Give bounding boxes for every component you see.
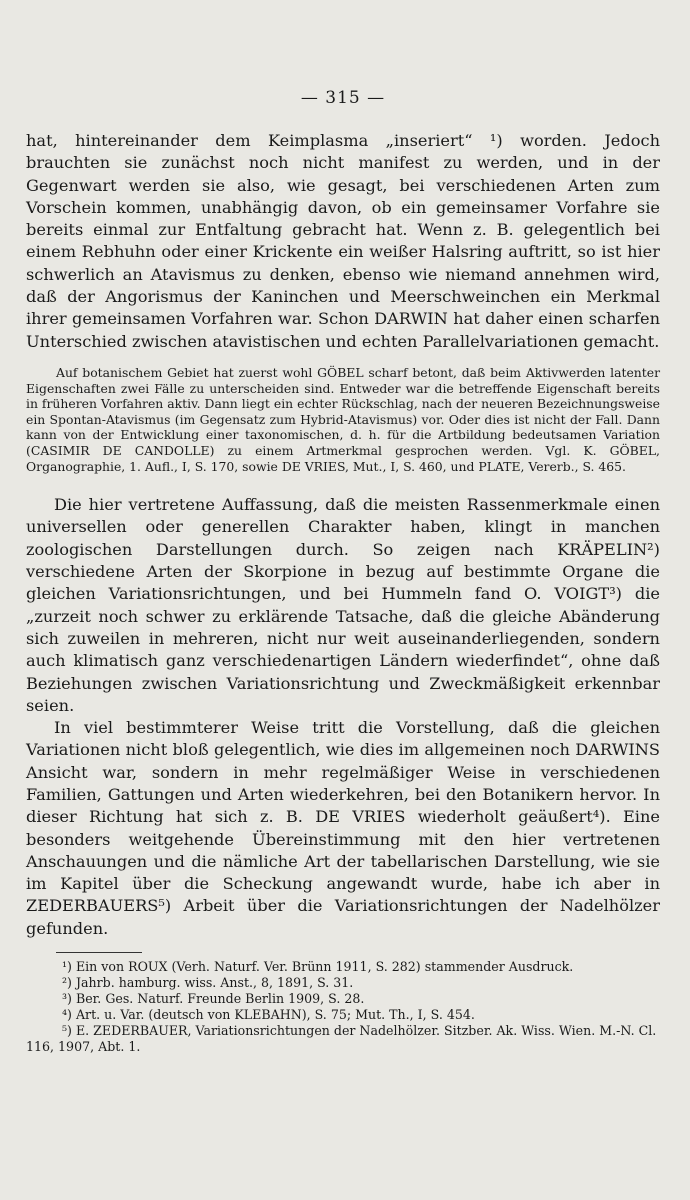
page-number: — 315 — <box>300 88 386 108</box>
paragraph-1: hat, hintereinander dem Keimplasma „inseriert“ ¹) worden. Jedoch brauchten sie zunächst noch nicht manifest zu werden, und in der Gegenwart werden sie also, wie gesagt, bei verschiedenen Arten zum Vorschein kommen, unabhängig davon, ob ein gemeinsamer Vorfahre sie bereits einmal zur Entfaltung gebracht hat. Wenn z. B. gelegentlich bei einem Rebhuhn oder einer Krickente ein weißer Halsring auftritt, so ist hier schwerlich an Atavismus zu denken, ebenso wie niemand annehmen wird, daß der Angorismus der Kaninchen und Meerschweinchen ein Merkmal ihrer gemeinsamen Vorfahren war. Schon DARWIN hat daher einen scharfen Unterschied zwischen atavistischen und echten Parallelvariationen gemacht. <box>26 131 660 351</box>
paragraph-2: Die hier vertretene Auffassung, daß die meisten Rassenmerkmale einen universellen oder generellen Charakter haben, klingt in manchen zoologischen Darstellungen durch. So zeigen nach KRÄPELIN²) verschiedene Arten der Skorpione in bezug auf bestimmte Organe die gleichen Variationsrichtungen, und bei Hummeln fand O. VOIGT³) die „zurzeit noch schwer zu erklärende Tatsache, daß die gleiche Abänderung sich zuweilen in mehreren, nicht nur weit auseinanderliegenden, sondern auch klimatisch ganz verschiedenartigen Ländern wiederfindet“, ohne daß Beziehungen zwischen Variationsrichtung und Zweckmäßigkeit erkennbar seien. <box>26 495 660 715</box>
footnote-1: ¹) Ein von ROUX (Verh. Naturf. Ver. Brünn 1911, S. 282) stammender Ausdruck. <box>62 959 574 975</box>
footnote-3: ³) Ber. Ges. Naturf. Freunde Berlin 1909, S. 28. <box>62 991 365 1007</box>
footnote-5: ⁵) E. ZEDERBAUER, Variationsrichtungen der Nadelhölzer. Sitzber. Ak. Wiss. Wien. M.-N. Cl. 116, 1907, Abt. 1. <box>26 1023 657 1055</box>
footnotes <box>26 959 660 1055</box>
small-print-note: Auf botanischem Gebiet hat zuerst wohl GÖBEL scharf betont, daß beim Aktivwerden latenter Eigenschaften zwei Fälle zu unterscheiden sind. Entweder war die betreffende Eigenschaft bereits in früheren Vorfahren aktiv. Dann liegt ein echter Rückschlag, nach der neueren Bezeichnungsweise ein Spontan-Atavismus (im Gegensatz zum Hybrid-Atavismus) vor. Oder dies ist nicht der Fall. Dann kann von der Entwicklung einer taxonomischen, d. h. für die Artbildung bedeutsamen Variation (CASIMIR DE CANDOLLE) zu einem Artmerkmal gesprochen werden. Vgl. K. GÖBEL, Organographie, 1. Aufl., I, S. 170, sowie DE VRIES, Mut., I, S. 460, und PLATE, Vererb., S. 465. <box>26 364 660 474</box>
footnote-divider <box>56 952 142 953</box>
paragraph-3: In viel bestimmterer Weise tritt die Vorstellung, daß die gleichen Variationen nicht bloß gelegentlich, wie dies im allgemeinen noch DARWINS Ansicht war, sondern in mehr regelmäßiger Weise in verschiedenen Familien, Gattungen und Arten wiederkehren, bei den Botanikern hervor. In dieser Richtung hat sich z. B. DE VRIES wiederholt geäußert⁴). Eine besonders weitgehende Übereinstimmung mit den hier vertretenen Anschauungen und die nämliche Art der tabellarischen Darstellung, wie sie im Kapitel über die Scheckung angewandt wurde, habe ich aber in ZEDERBAUERS⁵) Arbeit über die Variationsrichtungen der Nadelhölzer gefunden. <box>26 718 660 938</box>
footnote-2: ²) Jahrb. hamburg. wiss. Anst., 8, 1891, S. 31. <box>62 975 354 991</box>
footnote-4: ⁴) Art. u. Var. (deutsch von KLEBAHN), S. 75; Mut. Th., I, S. 454. <box>62 1007 475 1023</box>
spacer <box>26 474 660 494</box>
